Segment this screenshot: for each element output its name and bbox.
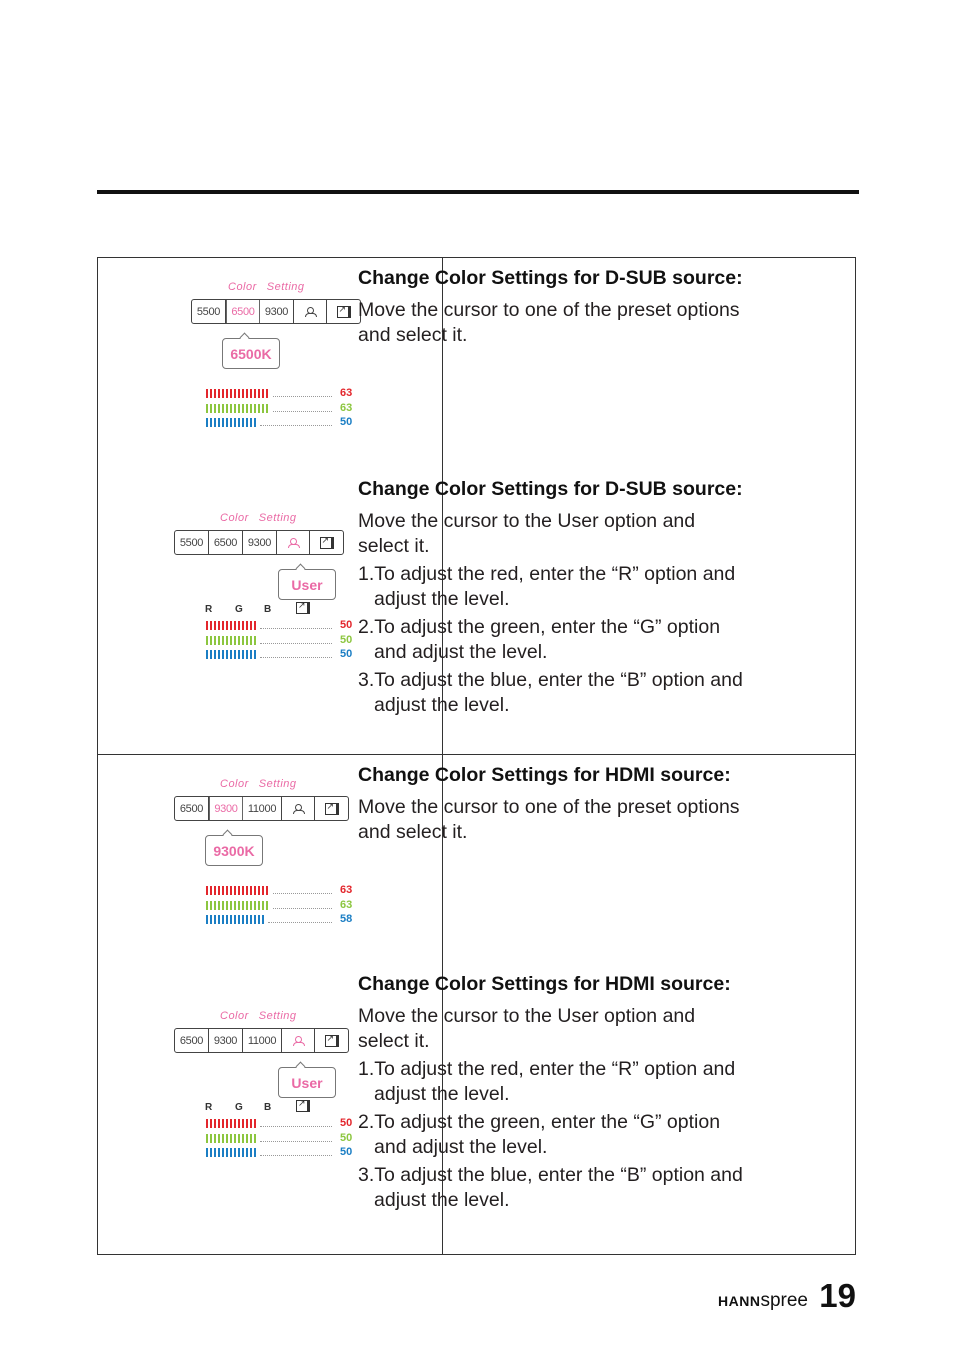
level-dots <box>273 395 332 397</box>
preset-bar <box>191 299 361 324</box>
green-level-bar <box>206 636 257 645</box>
instruction-block <box>358 266 748 351</box>
blue-level-bar <box>206 915 265 924</box>
user-option <box>282 797 315 820</box>
osd-title-word: Color <box>228 281 257 293</box>
level-dots <box>260 1140 332 1142</box>
blue-level-bar <box>206 1148 257 1157</box>
value-bubble: User <box>278 569 336 600</box>
osd-title-word: Color <box>220 512 249 524</box>
green-level-value: 50 <box>340 1131 353 1144</box>
preset-option-11000: 11000 <box>243 797 282 820</box>
green-level-bar <box>206 901 270 910</box>
osd-title-word: Color <box>220 778 249 790</box>
level-dots <box>260 656 332 658</box>
osd-title <box>220 512 297 524</box>
red-level-bar <box>206 1119 257 1128</box>
exit-icon <box>337 306 351 318</box>
red-level-bar <box>206 886 270 895</box>
preset-option-6500: 6500 <box>175 1029 209 1052</box>
osd-title-word: Setting <box>258 512 297 524</box>
green-level-value: 63 <box>340 898 353 911</box>
preset-option-5500: 5500 <box>192 300 226 323</box>
step-item: 1.To adjust the red, enter the “R” option and adjust the level. <box>358 1058 736 1105</box>
exit-option <box>315 797 348 820</box>
preset-option-6500: 6500 <box>175 797 209 820</box>
value-bubble: 9300K <box>205 835 263 866</box>
blue-level-value: 50 <box>340 416 353 428</box>
red-level-bar <box>206 389 270 398</box>
section-body: Move the cursor to the User option and select it. <box>358 510 696 557</box>
red-level-value: 50 <box>340 1117 353 1129</box>
level-dots <box>260 627 332 629</box>
rgb-label-r: R <box>205 1102 213 1113</box>
exit-icon <box>320 537 334 549</box>
steps-list <box>358 562 748 718</box>
level-dots <box>268 921 332 923</box>
section-heading: Change Color Settings for HDMI source: <box>358 973 731 995</box>
value-bubble: User <box>278 1067 336 1098</box>
user-option <box>277 531 310 554</box>
exit-option <box>327 300 360 323</box>
green-level-bar <box>206 404 270 413</box>
instruction-block <box>358 477 748 721</box>
level-row-green <box>206 635 376 646</box>
value-bubble: 6500K <box>222 338 280 369</box>
rgb-label-b: B <box>264 1102 272 1113</box>
red-level-value: 63 <box>340 387 353 399</box>
level-row-red <box>206 388 376 399</box>
section-body: Move the cursor to the User option and select it. <box>358 1005 696 1052</box>
osd-illustration-hdmi-user <box>174 1010 374 1170</box>
level-row-red <box>206 620 376 631</box>
level-dots <box>260 424 332 426</box>
level-dots <box>260 1125 332 1127</box>
rgb-label-g: G <box>235 1102 243 1113</box>
green-level-value: 63 <box>340 401 353 414</box>
level-dots <box>273 907 332 909</box>
rgb-label-g: G <box>235 604 243 615</box>
step-item: 3.To adjust the blue, enter the “B” option and adjust the level. <box>358 1164 743 1211</box>
section-heading: Change Color Settings for D-SUB source: <box>358 267 743 289</box>
user-icon <box>293 804 303 814</box>
user-option <box>294 300 327 323</box>
red-level-value: 63 <box>340 884 353 896</box>
step-item: 3.To adjust the blue, enter the “B” option and adjust the level. <box>358 669 743 716</box>
osd-title <box>220 1010 297 1022</box>
preset-option-9300: 9300 <box>260 300 294 323</box>
preset-option-6500: 6500 <box>209 531 243 554</box>
exit-icon <box>296 1100 310 1112</box>
user-icon <box>288 538 298 548</box>
osd-title-word: Setting <box>258 1010 297 1022</box>
blue-level-bar <box>206 650 257 659</box>
blue-level-value: 58 <box>340 913 353 925</box>
level-row-blue <box>206 649 376 660</box>
user-option <box>282 1029 315 1052</box>
green-level-value: 50 <box>340 633 353 646</box>
level-dots <box>273 892 332 894</box>
exit-icon <box>325 803 339 815</box>
preset-bar <box>174 530 344 555</box>
blue-level-bar <box>206 418 257 427</box>
exit-icon <box>296 602 310 614</box>
osd-title <box>220 778 297 790</box>
page-number: 19 <box>819 1277 856 1314</box>
steps-list <box>358 1057 748 1213</box>
user-icon <box>293 1036 303 1046</box>
osd-title-word: Setting <box>258 778 297 790</box>
level-row-blue <box>206 1147 376 1158</box>
step-item: 1.To adjust the red, enter the “R” option and adjust the level. <box>358 563 736 610</box>
step-item: 2.To adjust the green, enter the “G” option and adjust the level. <box>358 1111 721 1158</box>
instruction-block <box>358 763 748 848</box>
level-row-green <box>206 1133 376 1144</box>
level-row-blue <box>206 914 376 925</box>
preset-option-6500: 6500 <box>226 300 260 323</box>
section-body: Move the cursor to one of the preset options and select it. <box>358 796 740 843</box>
rgb-label-r: R <box>205 604 213 615</box>
level-row-red <box>206 885 376 896</box>
level-row-red <box>206 1118 376 1129</box>
instruction-block <box>358 972 748 1216</box>
red-level-bar <box>206 621 257 630</box>
green-level-bar <box>206 1134 257 1143</box>
level-row-green <box>206 403 376 414</box>
section-body: Move the cursor to one of the preset options and select it. <box>358 299 740 346</box>
preset-option-9300: 9300 <box>209 1029 243 1052</box>
preset-option-11000: 11000 <box>243 1029 282 1052</box>
osd-illustration-hdmi-preset <box>174 778 374 938</box>
section-heading: Change Color Settings for HDMI source: <box>358 764 731 786</box>
exit-option <box>310 531 343 554</box>
preset-option-9300: 9300 <box>243 531 277 554</box>
blue-level-value: 50 <box>340 648 353 660</box>
preset-option-9300: 9300 <box>209 797 243 820</box>
exit-icon <box>325 1035 339 1047</box>
brand-logo: HANNspree <box>718 1290 808 1311</box>
step-item: 2.To adjust the green, enter the “G” option and adjust the level. <box>358 616 721 663</box>
section-heading: Change Color Settings for D-SUB source: <box>358 478 743 500</box>
rgb-label-b: B <box>264 604 272 615</box>
osd-illustration-dsub-preset <box>182 281 382 441</box>
level-dots <box>260 1154 332 1156</box>
level-dots <box>260 642 332 644</box>
blue-level-value: 50 <box>340 1146 353 1158</box>
osd-title-word: Color <box>220 1010 249 1022</box>
osd-title <box>228 281 305 293</box>
osd-title-word: Setting <box>266 281 305 293</box>
top-rule <box>97 190 859 194</box>
level-dots <box>273 410 332 412</box>
user-icon <box>305 307 315 317</box>
red-level-value: 50 <box>340 619 353 631</box>
level-row-blue <box>206 417 376 428</box>
preset-option-5500: 5500 <box>175 531 209 554</box>
preset-bar <box>174 1028 349 1053</box>
level-row-green <box>206 900 376 911</box>
exit-option <box>315 1029 348 1052</box>
osd-illustration-dsub-user <box>174 512 374 672</box>
preset-bar <box>174 796 349 821</box>
